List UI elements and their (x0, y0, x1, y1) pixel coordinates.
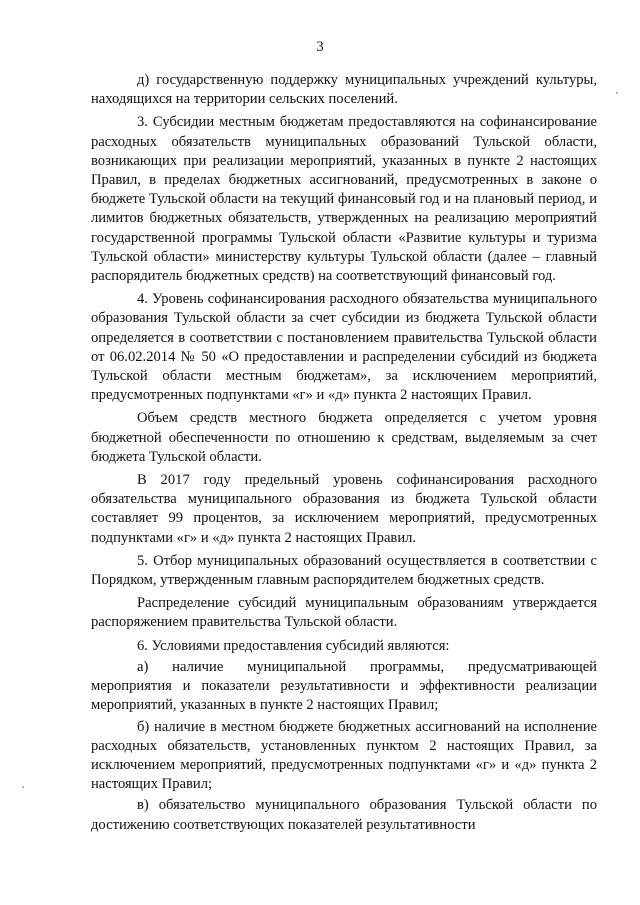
paragraph-3-subsidies: 3. Субсидии местным бюджетам предоставляются на софинансирование расходных обязательств муниципальных образований Тульской области, возникающих при реализации мероприятий, указанных в пункте 2 настоящих Правил, в пределах бюджетных ассигнований, предусмотренных в законе о бюджете Тульской области на текущий финансовый год и на плановый период, и лимитов бюджетных обязательств, утвержденных на реализацию мероприятий государственной программы Тульской области «Развитие культуры и туризма Тульской области» министерству культуры Тульской области (далее – главный распорядитель бюджетных средств) на соответствующий финансовый год. (91, 114, 597, 285)
paragraph-local-budget-volume: Объем средств местного бюджета определяется с учетом уровня бюджетной обеспеченности по отношению к средствам, выделяемым за счет бюджета Тульской области. (91, 410, 597, 465)
paragraph-condition-a: а) наличие муниципальной программы, предусматривающей мероприятия и показатели результативности и эффективности реализации мероприятий, указанных в пункте 2 настоящих Правил; (91, 658, 597, 714)
paragraph-condition-b: б) наличие в местном бюджете бюджетных ассигнований на исполнение расходных обязательств, установленных пунктом 2 настоящих Правил, за исключением мероприятий, предусмотренных подпунктами «г» и «д» пункта 2 настоящих Правил; (91, 718, 597, 793)
scan-artifact-dot (22, 786, 24, 788)
paragraph-4-cofinancing-level: 4. Уровень софинансирования расходного обязательства муниципального образования Тульской области за счет субсидии из бюджета Тульской области определяется в соответствии с постановлением правительства Тульской области от 06.02.2014 № 50 «О предоставлении и распределении субсидий из бюджета Тульской области местным бюджетам», за исключением мероприятий, предусмотренных подпунктами «г» и «д» пункта 2 настоящих Правил. (91, 291, 597, 404)
document-body (91, 71, 597, 837)
paragraph-d-state-support: д) государственную поддержку муниципальных учреждений культуры, находящихся на территории сельских поселений. (91, 72, 597, 108)
page-number: 3 (316, 39, 324, 55)
paragraph-6-conditions: 6. Условиями предоставления субсидий являются: (137, 637, 450, 654)
paragraph-condition-v: в) обязательство муниципального образования Тульской области по достижению соответствующих показателей результативности (91, 797, 597, 833)
paragraph-2017-limit: В 2017 году предельный уровень софинансирования расходного обязательства муниципального образования из бюджета Тульской области составляет 99 процентов, за исключением мероприятий, предусмотренных подпунктами «г» и «д» пункта 2 настоящих Правил. (91, 472, 597, 546)
paragraph-5-selection: 5. Отбор муниципальных образований осуществляется в соответствии с Порядком, утвержденным главным распорядителем бюджетных средств. (91, 552, 597, 589)
scan-artifact-dot (616, 92, 618, 94)
paragraph-distribution: Распределение субсидий муниципальным образованиям утверждается распоряжением правительства Тульской области. (91, 595, 597, 631)
